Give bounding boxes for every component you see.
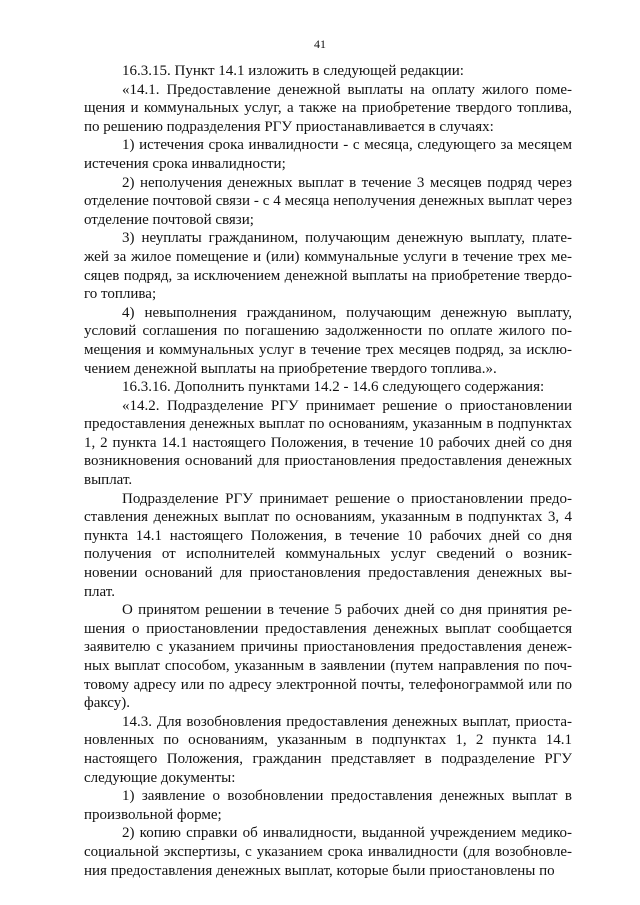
paragraph-decision-utilities: Подразделение РГУ принимает решение о приостановлении предоставления денежных выплат по основаниям, указанным в подпунктах 3, 4 пункта 14.1 настоящего Положения, в течение 10 рабочих дней со дня получения от исполнителей коммунальных услуг сведений о возникновении оснований для приостановления предоставления денежных выплат. <box>84 490 572 600</box>
list-item-3: 3) неуплаты гражданином, получающим денежную выплату, платежей за жилое помещение и (или) коммунальные услуги в течение трех месяцев подряд, за исключением денежной выплаты на приобретение твердого топлива; <box>84 230 572 303</box>
paragraph-16-3-16: 16.3.16. Дополнить пунктами 14.2 - 14.6 следующего содержания: <box>122 379 545 396</box>
list-item-application: 1) заявление о возобновлении предоставления денежных выплат в произвольной форме; <box>84 788 572 823</box>
list-item-2: 2) неполучения денежных выплат в течение 3 месяцев подряд через отделение почтовой связи - с 4 месяца неполучения денежных выплат через отделение почтовой связи; <box>84 174 572 228</box>
paragraph-notification: О принятом решении в течение 5 рабочих дней со дня принятия решения о приостановлении предоставления денежных выплат сообщается заявителю с указанием причины приостановления предоставления денежных выплат способом, указанным в заявлении (путем направления по почтовому адресу или по адресу электронной почты, телефонограммой или по факсу). <box>84 602 572 712</box>
list-item-4: 4) невыполнения гражданином, получающим денежную выплату, условий соглашения по погашению задолженности по оплате жилого помещения и коммунальных услуг в течение трех месяцев подряд, за исключением денежной выплаты на приобретение твердого топлива.». <box>84 304 572 377</box>
paragraph-14-1: «14.1. Предоставление денежной выплаты на оплату жилого помещения и коммунальных услуг, а также на приобретение твердого топлива, по решению подразделения РГУ приостанавливается в случаях: <box>84 81 572 135</box>
page-number: 41 <box>314 37 326 51</box>
list-item-1: 1) истечения срока инвалидности - с месяца, следующего за месяцем истечения срока инвалидности; <box>84 137 572 172</box>
paragraph-14-2: «14.2. Подразделение РГУ принимает решение о приостановлении предоставления денежных выплат по основаниям, указанным в подпунктах 1, 2 пункта 14.1 настоящего Положения, в течение 10 рабочих дней со дня возникновения оснований для приостановления предоставления денежных выплат. <box>84 397 572 489</box>
paragraph-14-3: 14.3. Для возобновления предоставления денежных выплат, приостановленных по основаниям, указанным в подпунктах 1, 2 пункта 14.1 настоящего Положения, гражданин представляет в подразделение РГУ следующие документы: <box>84 713 572 786</box>
document-body <box>84 62 572 880</box>
paragraph-16-3-15: 16.3.15. Пункт 14.1 изложить в следующей редакции: <box>122 63 464 79</box>
list-item-certificate: 2) копию справки об инвалидности, выданной учреждением медико-социальной экспертизы, с указанием срока инвалидности (для возобновления предоставления денежных выплат, которые были приостановлены по <box>84 825 572 879</box>
